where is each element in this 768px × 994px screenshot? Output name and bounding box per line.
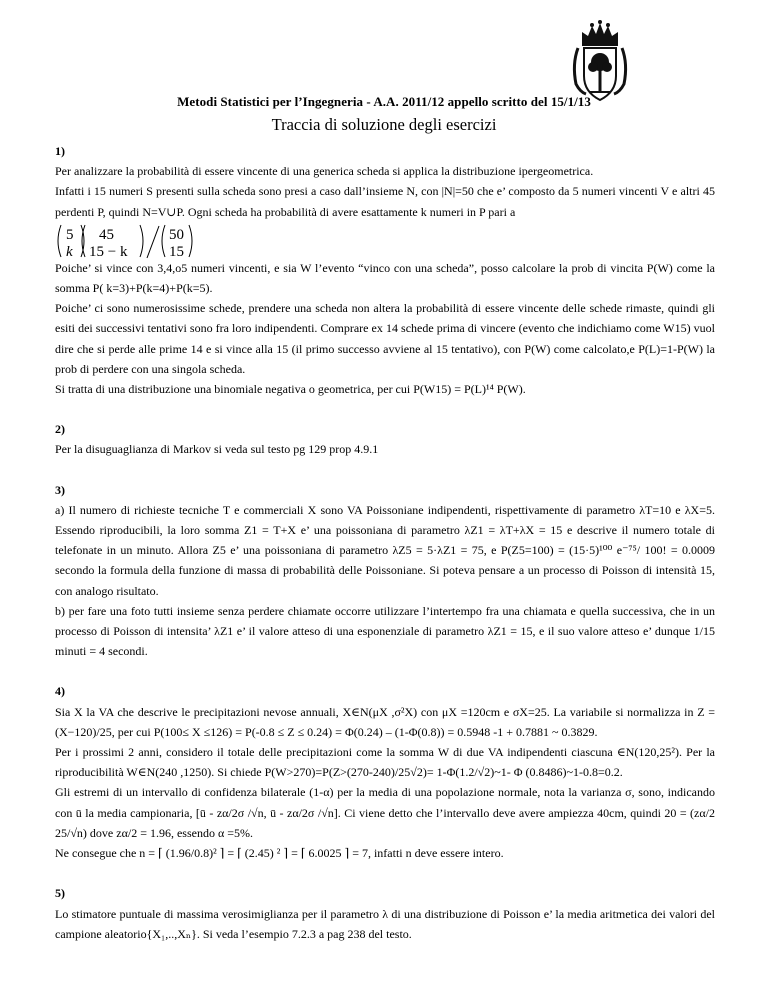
document-body bbox=[55, 141, 715, 944]
document-title: Metodi Statistici per l’Ingegneria - A.A. 2011/12 appello scritto del 15/1/13 bbox=[177, 94, 591, 109]
exercise-2-number: 2) bbox=[55, 422, 65, 437]
hypergeometric-formula bbox=[55, 222, 715, 258]
binom-k: k bbox=[66, 243, 73, 260]
exercise-1-number: 1) bbox=[55, 144, 65, 158]
exercise-4-paragraph: Gli estremi di un intervallo di confidenza bilaterale (1-α) per la media di una popolazione normale, nota la varianza σ, sono, indicando con ū la media campionaria, [ū - zα/2σ /√n, ū - zα/2σ /√n]. Ci viene detto che l’intervallo deve avere ampiezza 40cm, quindi 20 = (zα/2 25/√n) dove zα/2 = 1.96, essendo α =5%. bbox=[55, 785, 715, 840]
exercise-3-number: 3) bbox=[55, 482, 65, 497]
exercise-4-paragraph: Per i prossimi 2 anni, considero il totale delle precipitazioni come la somma W di due VA indipendenti ciascuna ∈N(120,25²). Per la riproducibilità W∈N(240 ,1250). Si chiede P(W>270)=P(Z>(270-240)/25√2)= 1-Φ(1.2/√2)~1- Φ (0.8486)~1-0.8=0.2. bbox=[55, 745, 715, 780]
exercise-1-paragraph: Per analizzare la probabilità di essere vincente di una generica scheda si applica la distribuzione ipergeometrica. bbox=[55, 164, 594, 179]
binom-50: 50 bbox=[169, 226, 184, 243]
exercise-1-paragraph: Poiche’ si vince con 3,4,o5 numeri vincenti, e sia W l’evento “vinco con una scheda”, posso calcolare la prob di vincita P(W) come la somma P( k=3)+P(k=4)+P(k=5). bbox=[55, 260, 715, 296]
exercise-3-paragraph: b) per fare una foto tutti insieme senza perdere chiamate occorre utilizzare l’intertempo fra una chiamata e quella successiva, che in un processo di Poisson di intensita’ λZ1 e’ il valore atteso di una esponenziale di parametro λZ1 = 15, e il suo valore atteso e’ dunque 1/15 minuti = 4 secondi. bbox=[55, 603, 715, 659]
exercise-1-paragraph: Infatti i 15 numeri S presenti sulla scheda sono presi a caso dall’insieme N, con |N|=50 che e’ composto da 5 numeri vincenti V e altri 45 perdenti P, quindi N=V∪P. Ogni scheda ha probabilità di avere esattamente k numeri in P pari a bbox=[55, 184, 715, 219]
coat-of-arms-icon bbox=[570, 20, 630, 104]
exercise-3-paragraph: a) Il numero di richieste tecniche T e commerciali X sono VA Poissoniane indipendenti, rispettivamente di parametro λT=10 e λX=5. Essendo riproducibili, la loro somma Z1 = T+X e’ una poissoniana di parametro λZ1 = λT+λX = 15 e descrive il numero totale di telefonate in un minuto. Allora Z5 e’ una poissoniana di parametro λZ5 = 5·λZ1 = 75, e P(Z5=100) = (15·5)¹⁰⁰ e⁻⁷⁵/ 100! = 0.0009 secondo la formula della funzione di massa di probabilità delle Poissoniane. Si poteva pensare a un processo di Poisson di intensità 15, con analogo risultato. bbox=[55, 502, 715, 598]
exercise-5-paragraph: Lo stimatore puntuale di massima verosimiglianza per il parametro λ di una distribuzione di Poisson e’ la media aritmetica dei valori del campione aleatorio{X₁,..,Xₙ}. Si veda l’esempio 7.2.3 a pag 238 del testo. bbox=[55, 906, 715, 941]
binom-15-minus-k: 15 − k bbox=[89, 243, 128, 260]
exercise-1-paragraph: Poiche’ ci sono numerosissime schede, prendere una scheda non altera la probabilità di essere vincente delle schede rimaste, quindi gli esiti dei successivi tentativi sono fra loro indipendenti. Comprare ex 14 schede prima di vincere (evento che indichiamo come W15) vuol dire che si perde alle prime 14 e si vince alla 15 (il primo successo avviene al 15 tentativo), con P(W) come calcolato,e P(L)=1-P(W) la prob di perdere con una singola scheda. bbox=[55, 301, 715, 376]
exercise-2-paragraph: Per la disuguaglianza di Markov si veda sul testo pg 129 prop 4.9.1 bbox=[55, 442, 379, 457]
exercise-4-number: 4) bbox=[55, 684, 65, 699]
exercise-5-number: 5) bbox=[55, 886, 65, 901]
exercise-1-paragraph: Si tratta di una distribuzione una binomiale negativa o geometrica, per cui P(W15) = P(L)¹⁴ P(W). bbox=[55, 382, 526, 397]
document-subtitle: Traccia di soluzione degli esercizi bbox=[271, 115, 497, 134]
exercise-4-paragraph: Sia X la VA che descrive le precipitazioni nevose annuali, X∈N(μX ,σ²X) con μX =120cm e σX=25. La variabile si normalizza in Z = (X−120)/25, per cui P(100≤ X ≤126) = P(-0.8 ≤ Z ≤ 0.24) = Φ(0.24) – (1-Φ(0.8)) = 0.5948 -1 + 0.7881 ~ 0.3829. bbox=[55, 704, 715, 739]
binom-45: 45 bbox=[99, 226, 114, 243]
binom-15: 15 bbox=[169, 243, 184, 260]
exercise-4-paragraph: Ne consegue che n = ⌈ (1.96/0.8)² ⌉ = ⌈ (2.45) ² ⌉ = ⌈ 6.0025 ⌉ = 7, infatti n deve essere intero. bbox=[55, 846, 504, 861]
binom-5: 5 bbox=[66, 226, 74, 243]
